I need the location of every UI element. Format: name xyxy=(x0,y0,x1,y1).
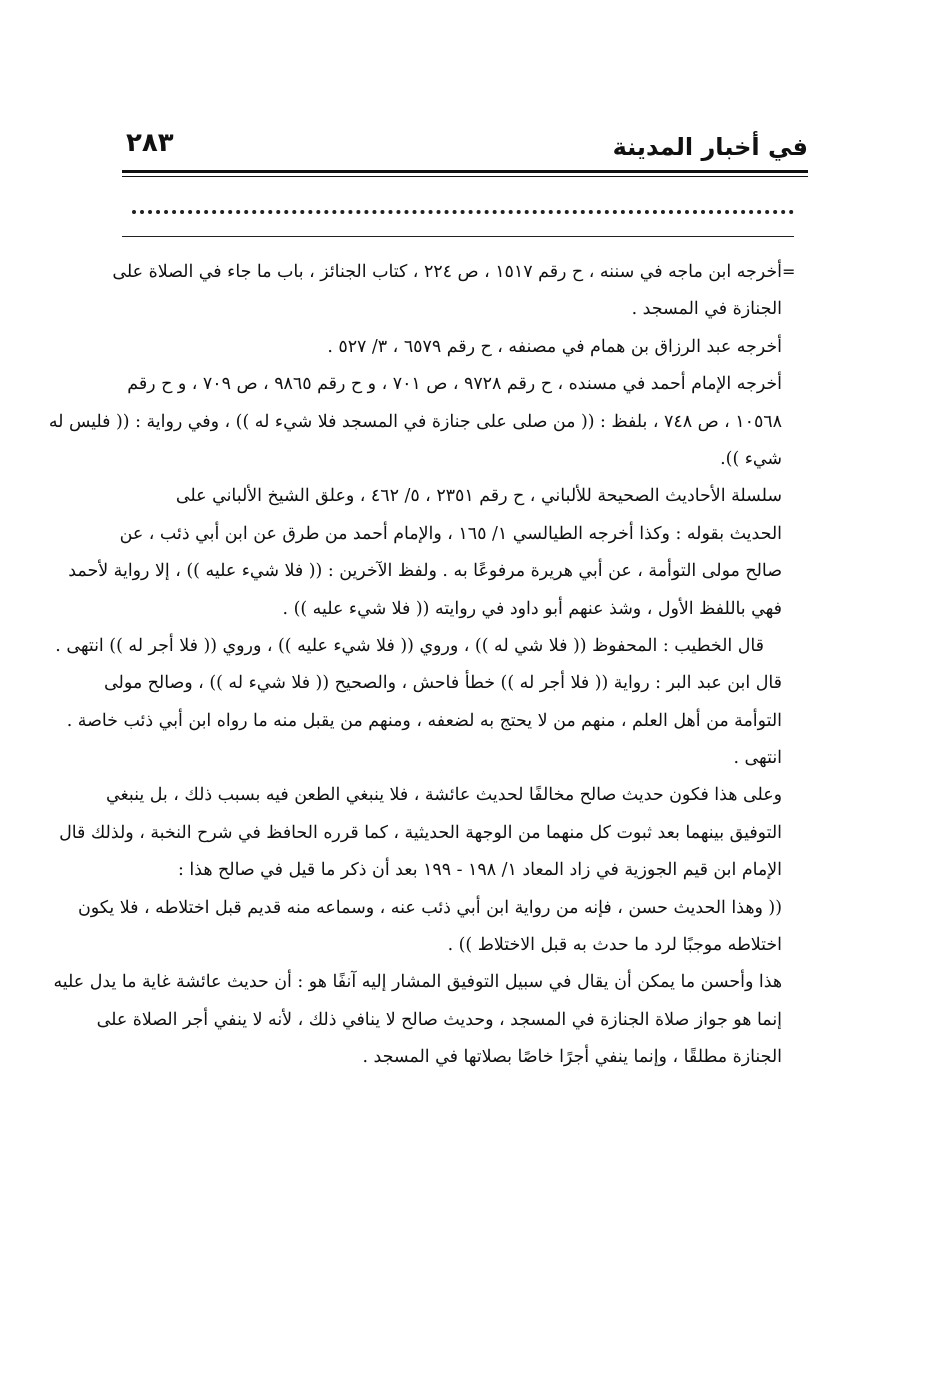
text-line: أخرجه عبد الرزاق بن همام في مصنفه ، ح رقم ٦٥٧٩ ، ٣/ ٥٢٧ . xyxy=(327,336,782,357)
footnote-rule xyxy=(122,236,794,237)
footnote-body xyxy=(48,254,782,1077)
text-line: قال ابن عبد البر : رواية (( فلا أجر له )) خطأ فاحش ، والصحيح (( فلا شيء له )) ، وصالح مولى xyxy=(104,673,782,694)
running-title: في أخبار المدينة xyxy=(612,133,808,161)
text-line: هذا وأحسن ما يمكن أن يقال في سبيل التوفيق المشار إليه آنفًا هو : أن حديث عائشة غاية ما يدل عليه xyxy=(53,972,782,993)
page-header xyxy=(122,128,808,168)
text-line: سلسلة الأحاديث الصحيحة للألباني ، ح رقم ٢٣٥١ ، ٥/ ٤٦٢ ، وعلق الشيخ الألباني على xyxy=(175,486,782,507)
text-line: الجنازة في المسجد . xyxy=(631,299,782,320)
text-line: شيء )). xyxy=(720,448,782,469)
text-line: قال الخطيب : المحفوظ (( فلا شي له )) ، وروي (( فلا شيء عليه )) ، وروي (( فلا أجر له )) انتهى . xyxy=(55,635,764,656)
text-line: فهي باللفظ الأول ، وشذ عنهم أبو داود في روايته (( فلا شيء عليه )) . xyxy=(282,598,782,619)
text-line: أخرجه ابن ماجه في سننه ، ح رقم ١٥١٧ ، ص ٢٢٤ ، كتاب الجنائز ، باب ما جاء في الصلاة على xyxy=(112,262,782,282)
header-rule-thick xyxy=(122,170,808,173)
text-line: صالح مولى التوأمة ، عن أبي هريرة مرفوعًا به . ولفظ الآخرين : (( فلا شيء عليه )) ، إلا رواية لأحمد xyxy=(68,561,782,582)
text-line: اختلاطه موجبًا لرد ما حدث به قبل الاختلاط )) . xyxy=(447,935,782,956)
text-line: ١٠٥٦٨ ، ص ٧٤٨ ، بلفظ : (( من صلى على جنازة في المسجد فلا شيء له )) ، وفي رواية : (( فليس له xyxy=(48,411,782,432)
continuation-marker: = xyxy=(782,262,796,281)
text-line: الحديث بقوله : وكذا أخرجه الطيالسي ١/ ١٦٥ ، والإمام أحمد من طرق عن ابن أبي ذئب ، عن xyxy=(119,523,782,544)
text-line: الإمام ابن قيم الجوزية في زاد المعاد ١/ ١٩٨ - ١٩٩ بعد أن ذكر ما قيل في صالح هذا : xyxy=(178,860,782,881)
text-line: (( وهذا الحديث حسن ، فإنه من رواية ابن أبي ذئب عنه ، وسماعه منه قديم قبل اختلاطه ، فلا يكون xyxy=(78,897,782,918)
text-line: التوفيق بينهما بعد ثبوت كل منهما من الوجهة الحديثية ، كما قرره الحافظ في شرح النخبة ، ولذلك قال xyxy=(59,822,782,843)
dotted-separator xyxy=(132,210,794,214)
text-line: وعلى هذا فكون حديث صالح مخالفًا لحديث عائشة ، فلا ينبغي الطعن فيه بسبب ذلك ، بل ينبغي xyxy=(105,785,782,806)
text-line: أخرجه الإمام أحمد في مسنده ، ح رقم ٩٧٢٨ ، ص ٧٠١ ، و ح رقم ٩٨٦٥ ، ص ٧٠٩ ، و ح رقم xyxy=(127,374,782,395)
page-number: ٢٨٣ xyxy=(126,128,174,158)
text-line: إنما هو جواز صلاة الجنازة في المسجد ، وحديث صالح لا ينافي ذلك ، لأنه لا ينفي أجر الصلاة على xyxy=(96,1009,782,1030)
header-rule-thin xyxy=(122,176,808,177)
text-line: الجنازة مطلقًا ، وإنما ينفي أجرًا خاصًا بصلاتها في المسجد . xyxy=(362,1047,782,1068)
text-line: التوأمة من أهل العلم ، منهم من لا يحتج به لضعفه ، ومنهم من يقبل منه ما رواه ابن أبي ذئب خاصة . xyxy=(66,710,782,731)
text-line: انتهى . xyxy=(733,748,782,769)
